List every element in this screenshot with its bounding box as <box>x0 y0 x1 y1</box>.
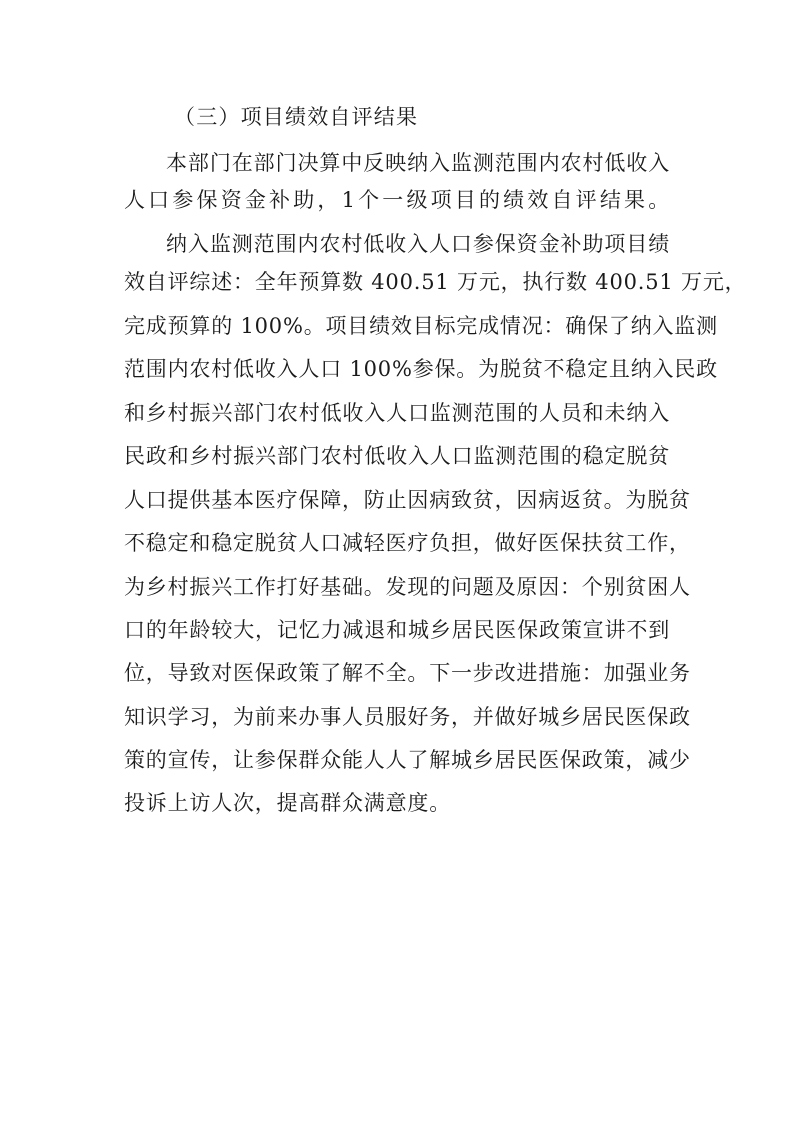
paragraph2-line-3: 完成预算的 100%。项目绩效目标完成情况：确保了纳入监测 <box>124 314 718 338</box>
paragraph2-line-1: 纳入监测范围内农村低收入人口参保资金补助项目绩 <box>166 232 670 256</box>
paragraph2-line-12: 知识学习，为前来办事人员服好务，并做好城乡居民医保政 <box>124 705 691 729</box>
paragraph2-line-6: 民政和乡村振兴部门农村低收入人口监测范围的稳定脱贫 <box>124 444 670 468</box>
paragraph1-line-2: 人口参保资金补助，1个一级项目的绩效自评结果。 <box>124 188 670 212</box>
paragraph2-line-13: 策的宣传，让参保群众能人人了解城乡居民医保政策，减少 <box>124 748 691 772</box>
paragraph2-line-8: 不稳定和稳定脱贫人口减轻医疗负担，做好医保扶贫工作， <box>124 531 691 555</box>
paragraph2-line-14: 投诉上访人次，提高群众满意度。 <box>124 791 451 815</box>
paragraph2-line-10: 口的年龄较大，记忆力减退和城乡居民医保政策宣讲不到 <box>124 618 670 642</box>
paragraph2-line-11: 位，导致对医保政策了解不全。下一步改进措施：加强业务 <box>124 661 691 685</box>
paragraph2-line-2: 效自评综述：全年预算数 400.51 万元，执行数 400.51 万元， <box>124 270 747 294</box>
paragraph2-line-4: 范围内农村低收入人口 100%参保。为脱贫不稳定且纳入民政 <box>124 357 718 381</box>
section-heading: （三）项目绩效自评结果 <box>174 105 419 129</box>
paragraph2-line-9: 为乡村振兴工作打好基础。发现的问题及原因：个别贫困人 <box>124 575 691 599</box>
paragraph2-line-7: 人口提供基本医疗保障，防止因病致贫，因病返贫。为脱贫 <box>124 488 691 512</box>
paragraph1-line-1: 本部门在部门决算中反映纳入监测范围内农村低收入 <box>166 151 670 175</box>
paragraph2-line-5: 和乡村振兴部门农村低收入人口监测范围的人员和未纳入 <box>124 401 670 425</box>
